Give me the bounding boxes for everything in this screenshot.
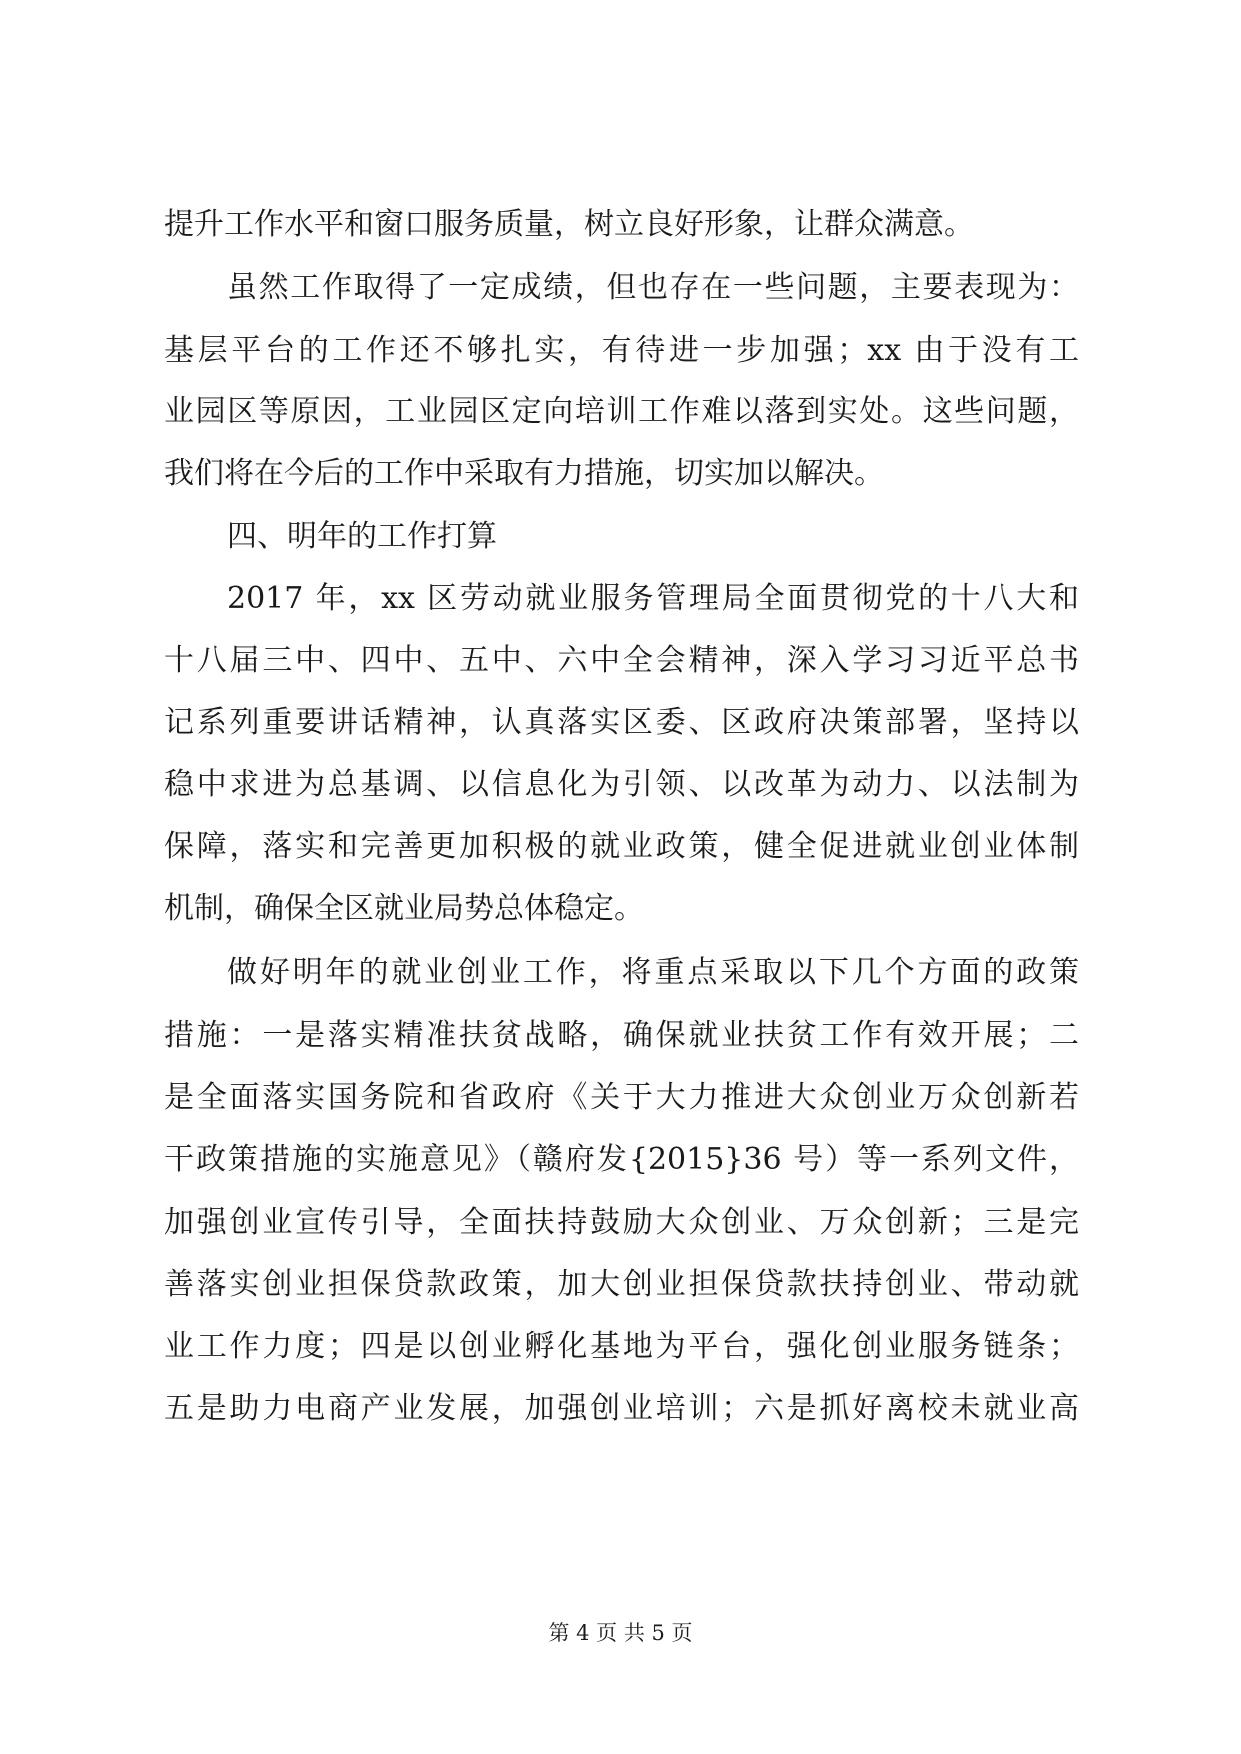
text-line: 业园区等原因，工业园区定向培训工作难以落到实处。这些问题， — [164, 394, 1079, 429]
text-line: 提升工作水平和窗口服务质量，树立良好形象，让群众满意。 — [164, 207, 974, 242]
text-line: 十八届三中、四中、五中、六中全会精神，深入学习习近平总书 — [164, 643, 1079, 678]
text-line: 保障，落实和完善更加积极的就业政策，健全促进就业创业体制 — [164, 829, 1079, 864]
text-line: 五是助力电商产业发展，加强创业培训；六是抓好离校未就业高 — [164, 1391, 1079, 1426]
page-number-footer: 第 4 页 共 5 页 — [548, 1621, 693, 1645]
text-line: 业工作力度；四是以创业孵化基地为平台，强化创业服务链条； — [164, 1329, 1079, 1364]
text-line: 是全面落实国务院和省政府《关于大力推进大众创业万众创新若 — [164, 1080, 1079, 1115]
text-line: 善落实创业担保贷款政策，加大创业担保贷款扶持创业、带动就 — [164, 1267, 1079, 1302]
text-line: 加强创业宣传引导，全面扶持鼓励大众创业、万众创新；三是完 — [164, 1205, 1079, 1240]
text-line: 干政策措施的实施意见》（赣府发{2015}36 号）等一系列文件， — [164, 1142, 1079, 1177]
text-line: 措施：一是落实精准扶贫战略，确保就业扶贫工作有效开展；二 — [164, 1018, 1079, 1053]
text-line: 稳中求进为总基调、以信息化为引领、以改革为动力、以法制为 — [164, 767, 1079, 802]
text-line: 2017 年，xx 区劳动就业服务管理局全面贯彻党的十八大和 — [227, 581, 1079, 616]
text-line: 记系列重要讲话精神，认真落实区委、区政府决策部署，坚持以 — [164, 705, 1079, 740]
text-line: 虽然工作取得了一定成绩，但也存在一些问题，主要表现为： — [227, 270, 1079, 305]
text-line: 基层平台的工作还不够扎实，有待进一步加强；xx 由于没有工 — [164, 333, 1079, 368]
section-heading: 四、明年的工作打算 — [227, 519, 497, 554]
text-line: 我们将在今后的工作中采取有力措施，切实加以解决。 — [164, 456, 884, 491]
text-line: 机制，确保全区就业局势总体稳定。 — [164, 891, 644, 926]
text-line: 做好明年的就业创业工作，将重点采取以下几个方面的政策 — [227, 955, 1079, 990]
